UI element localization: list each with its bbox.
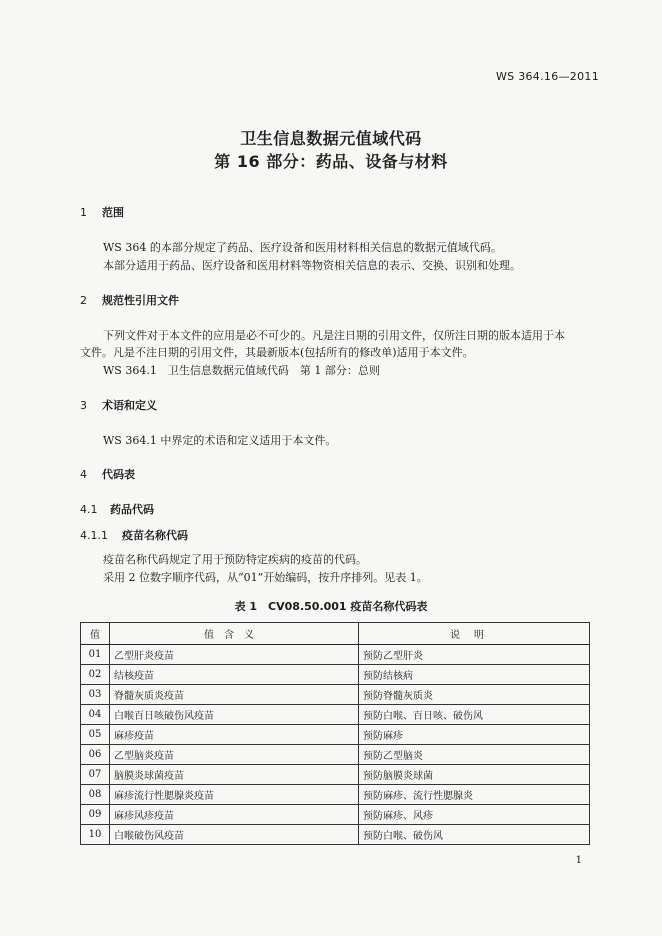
code-cell: 01 [81, 645, 110, 665]
vaccine-code-table [80, 622, 590, 845]
document-subtitle: 第 16 部分：药品、设备与材料 [214, 152, 448, 171]
section-3-heading [80, 397, 157, 413]
meaning-cell: 白喉百日咳破伤风疫苗 [110, 705, 359, 725]
section-1-heading [80, 204, 124, 220]
paragraph: WS 364.1 中界定的术语和定义适用于本文件。 [103, 434, 337, 447]
paragraph: 文件。凡是不注日期的引用文件，其最新版本(包括所有的修改单)适用于本文件。 [80, 346, 474, 359]
section-4-1-1-heading [80, 527, 188, 543]
meaning-cell: 麻疹疫苗 [110, 725, 359, 745]
code-cell: 04 [81, 705, 110, 725]
code-cell: 07 [81, 765, 110, 785]
paragraph: 疫苗名称代码规定了用于预防特定疾病的疫苗的代码。 [103, 553, 367, 566]
paragraph: 本部分适用于药品、医疗设备和医用材料等物资相关信息的表示、交换、识别和处理。 [103, 259, 521, 272]
section-4-heading [80, 466, 135, 482]
meaning-cell: 脊髓灰质炎疫苗 [110, 685, 359, 705]
section-4-1-heading [80, 501, 154, 517]
standard-number: WS 364.16—2011 [495, 70, 599, 83]
column-header: 值 [81, 623, 110, 645]
code-cell: 06 [81, 745, 110, 765]
section-number: 4.1.1 [80, 529, 108, 542]
code-cell: 10 [81, 825, 110, 845]
meaning-cell: 麻疹流行性腮腺炎疫苗 [110, 785, 359, 805]
code-cell: 02 [81, 665, 110, 685]
table-row [81, 645, 590, 665]
normative-reference: WS 364.1 卫生信息数据元值域代码 第 1 部分：总则 [103, 364, 380, 377]
description-cell: 预防乙型肝炎 [359, 645, 590, 665]
meaning-cell: 乙型脑炎疫苗 [110, 745, 359, 765]
meaning-cell: 白喉破伤风疫苗 [110, 825, 359, 845]
section-number: 4 [80, 468, 87, 481]
table-row [81, 745, 590, 765]
table-row [81, 825, 590, 845]
section-number: 3 [80, 399, 87, 412]
description-cell: 预防结核病 [359, 665, 590, 685]
description-cell: 预防麻疹、风疹 [359, 805, 590, 825]
section-2-heading [80, 292, 179, 308]
meaning-cell: 麻疹风疹疫苗 [110, 805, 359, 825]
paragraph: 采用 2 位数字顺序代码，从“01”开始编码，按升序排列。见表 1。 [103, 571, 428, 584]
table-row [81, 665, 590, 685]
code-cell: 09 [81, 805, 110, 825]
description-cell: 预防乙型脑炎 [359, 745, 590, 765]
description-cell: 预防麻疹 [359, 725, 590, 745]
meaning-cell: 结核疫苗 [110, 665, 359, 685]
section-title: 疫苗名称代码 [122, 529, 188, 542]
code-cell: 08 [81, 785, 110, 805]
table-row [81, 765, 590, 785]
meaning-cell: 乙型肝炎疫苗 [110, 645, 359, 665]
section-number: 2 [80, 294, 87, 307]
description-cell: 预防脑膜炎球菌 [359, 765, 590, 785]
page-number: 1 [575, 855, 582, 866]
meaning-cell: 脑膜炎球菌疫苗 [110, 765, 359, 785]
table-caption: 表 1 CV08.50.001 疫苗名称代码表 [234, 600, 428, 613]
paragraph: WS 364 的本部分规定了药品、医疗设备和医用材料相关信息的数据元值域代码。 [103, 241, 502, 254]
section-title: 规范性引用文件 [102, 294, 179, 307]
column-header: 值含义 [110, 623, 359, 645]
description-cell: 预防白喉、破伤风 [359, 825, 590, 845]
section-title: 术语和定义 [102, 399, 157, 412]
description-cell: 预防麻疹、流行性腮腺炎 [359, 785, 590, 805]
paragraph: 下列文件对于本文件的应用是必不可少的。凡是注日期的引用文件，仅所注日期的版本适用于本 [103, 329, 565, 342]
section-title: 代码表 [102, 468, 135, 481]
section-title: 范围 [102, 206, 124, 219]
table-row [81, 725, 590, 745]
table-row [81, 805, 590, 825]
table-row [81, 705, 590, 725]
description-cell: 预防白喉、百日咳、破伤风 [359, 705, 590, 725]
table-row [81, 785, 590, 805]
table-header-row [81, 623, 590, 645]
section-title: 药品代码 [110, 503, 154, 516]
column-header: 说明 [359, 623, 590, 645]
table-row [81, 685, 590, 705]
description-cell: 预防脊髓灰质炎 [359, 685, 590, 705]
document-title: 卫生信息数据元值域代码 [240, 129, 422, 148]
code-cell: 05 [81, 725, 110, 745]
section-number: 4.1 [80, 503, 98, 516]
code-cell: 03 [81, 685, 110, 705]
section-number: 1 [80, 206, 87, 219]
